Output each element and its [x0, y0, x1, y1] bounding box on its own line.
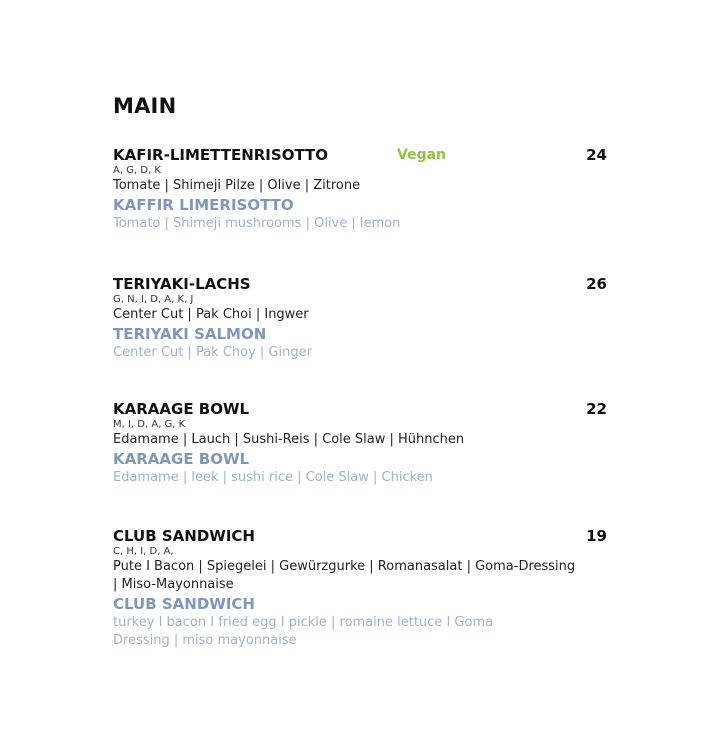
- item-description-en: Center Cut | Pak Choy | Ginger: [113, 345, 312, 360]
- item-name-de: KAFIR-LIMETTENRISOTTO: [113, 146, 329, 164]
- item-name-en: TERIYAKI SALMON: [113, 325, 267, 343]
- item-allergens: A, G, D, K: [113, 165, 161, 176]
- menu-item-teriyaki-lachs: [113, 275, 607, 362]
- item-price: 24: [586, 146, 607, 164]
- item-allergens: G, N, I, D, A, K, J: [113, 294, 194, 305]
- item-description-en: turkey I bacon I fried egg I pickle | romaine lettuce I Goma Dressing | miso mayonnaise: [113, 615, 494, 648]
- item-name-de: CLUB SANDWICH: [113, 527, 255, 545]
- item-name-en: KARAAGE BOWL: [113, 450, 250, 468]
- item-allergens: M, I, D, A, G, K: [113, 419, 186, 430]
- item-description-de: Pute I Bacon | Spiegelei | Gewürzgurke | Romanasalat | Goma-Dressing | Miso-Mayonnaise: [113, 559, 576, 592]
- item-price: 26: [586, 275, 607, 293]
- item-name-de: TERIYAKI-LACHS: [113, 275, 251, 293]
- vegan-tag: Vegan: [397, 147, 446, 163]
- item-header: [113, 146, 607, 165]
- item-description-de: Tomate | Shimeji Pilze | Olive | Zitrone: [113, 178, 361, 193]
- item-price: 22: [586, 400, 607, 418]
- item-description-en: Tomato | Shimeji mushrooms | Olive | lemon: [113, 216, 401, 231]
- menu-item-karaage-bowl: [113, 400, 607, 487]
- item-name-de: KARAAGE BOWL: [113, 400, 250, 418]
- item-name-en: KAFFIR LIMERISOTTO: [113, 196, 294, 214]
- item-allergens: C, H, I, D, A,: [113, 546, 174, 557]
- item-description-de: Edamame | Lauch | Sushi-Reis | Cole Slaw | Hühnchen: [113, 432, 465, 447]
- menu-item-kafir-risotto: [113, 146, 607, 233]
- item-header: [113, 527, 607, 546]
- item-header: [113, 400, 607, 419]
- item-description-de: Center Cut | Pak Choi | Ingwer: [113, 307, 309, 322]
- item-header: [113, 275, 607, 294]
- menu-item-club-sandwich: [113, 527, 607, 650]
- item-name-en: CLUB SANDWICH: [113, 595, 255, 613]
- item-description-en: Edamame | leek | sushi rice | Cole Slaw | Chicken: [113, 470, 433, 485]
- item-price: 19: [586, 527, 607, 545]
- section-title: MAIN: [113, 94, 177, 118]
